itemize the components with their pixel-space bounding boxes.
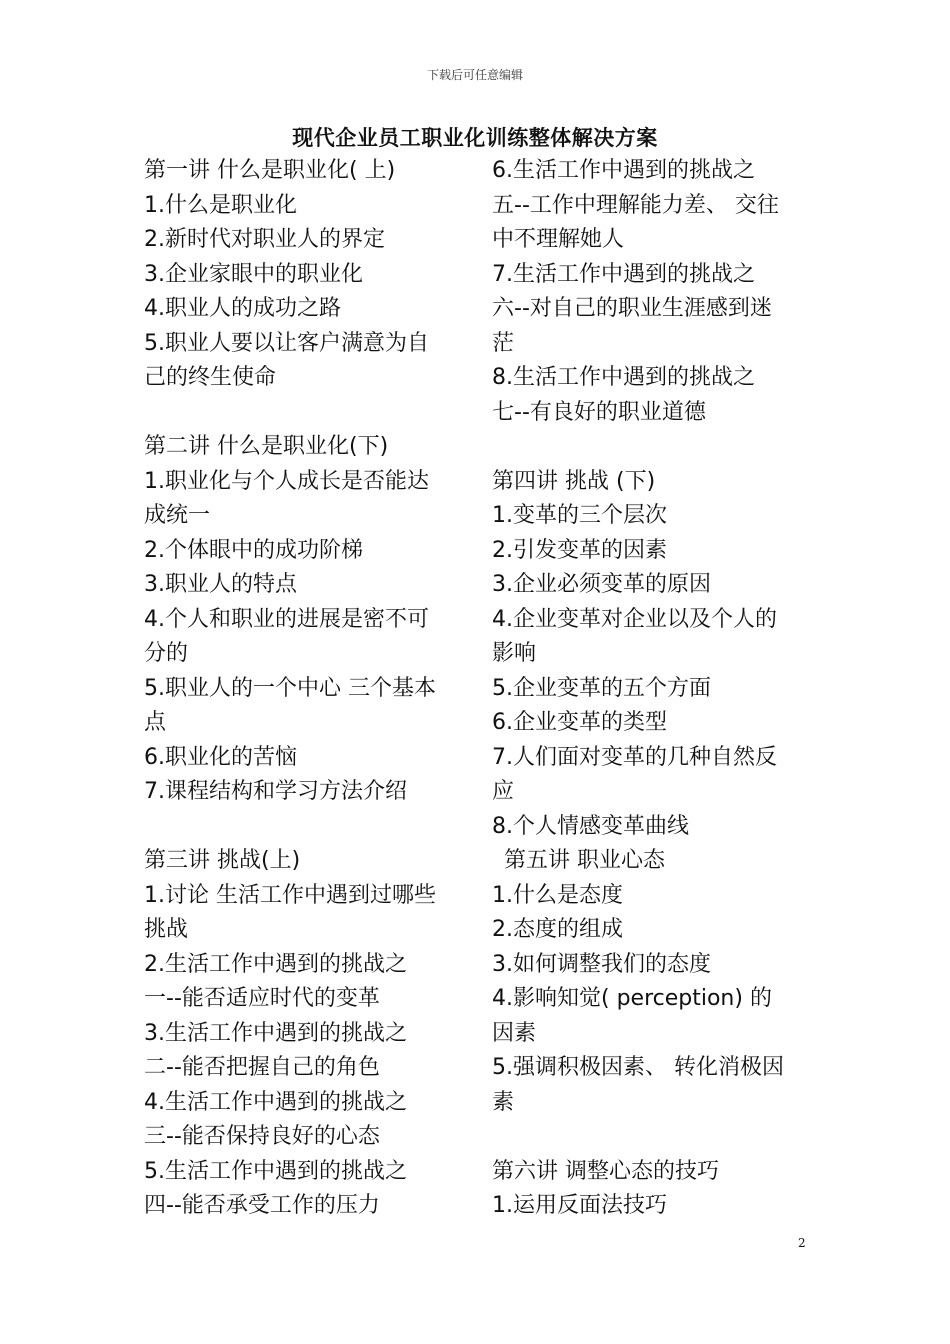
outline-item-continued: 六--对自己的职业生涯感到迷 — [492, 296, 772, 321]
lecture-3-heading: 第三讲 挑战(上) — [144, 848, 301, 873]
outline-item-continued: 中不理解她人 — [492, 227, 625, 252]
outline-item-continued: 己的终生使命 — [144, 365, 277, 390]
outline-item-continued: 成统一 — [144, 503, 211, 528]
outline-item: 1.讨论 生活工作中遇到过哪些 — [144, 882, 436, 908]
outline-item: 4.企业变革对企业以及个人的 — [492, 606, 777, 632]
outline-item: 2.新时代对职业人的界定 — [144, 227, 385, 252]
lecture-6-heading: 第六讲 调整心态的技巧 — [492, 1158, 719, 1184]
outline-item: 3.如何调整我们的态度 — [492, 951, 711, 977]
outline-item: 7.课程结构和学习方法介绍 — [144, 779, 407, 804]
outline-item: 2.生活工作中遇到的挑战之 — [144, 951, 407, 977]
outline-item: 3.企业必须变革的原因 — [492, 572, 711, 597]
outline-item: 3.企业家眼中的职业化 — [144, 261, 363, 287]
page-number: 2 — [798, 1236, 806, 1250]
outline-item: 7.生活工作中遇到的挑战之 — [492, 261, 755, 287]
outline-item: 6.职业化的苦恼 — [144, 744, 297, 770]
outline-item: 4.职业人的成功之路 — [144, 296, 341, 321]
lecture-2-heading: 第二讲 什么是职业化(下) — [144, 434, 389, 459]
outline-item: 8.个人情感变革曲线 — [492, 813, 689, 839]
outline-item: 4.生活工作中遇到的挑战之 — [144, 1089, 407, 1115]
lecture-4-heading: 第四讲 挑战 (下) — [492, 468, 656, 494]
outline-item: 1.运用反面法技巧 — [492, 1193, 667, 1218]
outline-item: 1.变革的三个层次 — [492, 503, 667, 528]
outline-item-continued: 五--工作中理解能力差、 交往 — [492, 192, 779, 218]
outline-item: 2.个体眼中的成功阶梯 — [144, 537, 363, 563]
outline-item: 1.什么是职业化 — [144, 192, 297, 218]
outline-item: 2.引发变革的因素 — [492, 537, 667, 563]
spacer — [492, 1120, 822, 1155]
right-column — [492, 154, 822, 1224]
outline-item: 5.职业人要以让客户满意为自 — [144, 330, 429, 356]
outline-item: 4.影响知觉( perception) 的 — [492, 986, 772, 1011]
outline-item: 8.生活工作中遇到的挑战之 — [492, 365, 755, 390]
outline-item: 3.职业人的特点 — [144, 572, 297, 597]
lecture-5-heading: 第五讲 职业心态 — [504, 848, 665, 873]
outline-item-continued: 素 — [492, 1089, 515, 1115]
outline-item-continued: 分的 — [144, 641, 189, 666]
outline-item: 5.强调积极因素、 转化消极因 — [492, 1055, 784, 1080]
outline-item-continued: 因素 — [492, 1020, 537, 1046]
outline-item-continued: 二--能否把握自己的角色 — [144, 1055, 380, 1080]
outline-item: 5.企业变革的五个方面 — [492, 675, 711, 701]
left-column — [144, 154, 474, 1224]
outline-item-continued: 茫 — [492, 330, 515, 356]
outline-item: 6.企业变革的类型 — [492, 710, 667, 735]
outline-item-continued: 点 — [144, 710, 167, 735]
outline-item: 6.生活工作中遇到的挑战之 — [492, 158, 755, 183]
outline-item-continued: 七--有良好的职业道德 — [492, 399, 706, 425]
outline-item-continued: 影响 — [492, 641, 537, 666]
outline-item: 2.态度的组成 — [492, 917, 623, 942]
outline-item: 7.人们面对变革的几种自然反 — [492, 744, 777, 770]
outline-item-continued: 三--能否保持良好的心态 — [144, 1124, 380, 1149]
outline-item: 1.什么是态度 — [492, 882, 623, 908]
outline-item: 5.职业人的一个中心 三个基本 — [144, 675, 436, 701]
spacer — [144, 810, 474, 845]
outline-item: 4.个人和职业的进展是密不可 — [144, 606, 429, 632]
outline-item: 1.职业化与个人成长是否能达 — [144, 468, 429, 494]
document-title: 现代企业员工职业化训练整体解决方案 — [292, 126, 658, 150]
lecture-1-heading: 第一讲 什么是职业化( 上) — [144, 158, 396, 183]
outline-item-continued: 应 — [492, 779, 515, 804]
outline-item: 3.生活工作中遇到的挑战之 — [144, 1020, 407, 1046]
outline-item-continued: 四--能否承受工作的压力 — [144, 1193, 380, 1218]
spacer — [492, 430, 822, 465]
header-note: 下载后可任意编辑 — [426, 68, 523, 82]
outline-item-continued: 挑战 — [144, 917, 189, 942]
spacer — [144, 396, 474, 431]
outline-item: 5.生活工作中遇到的挑战之 — [144, 1158, 407, 1184]
outline-item-continued: 一--能否适应时代的变革 — [144, 986, 380, 1011]
